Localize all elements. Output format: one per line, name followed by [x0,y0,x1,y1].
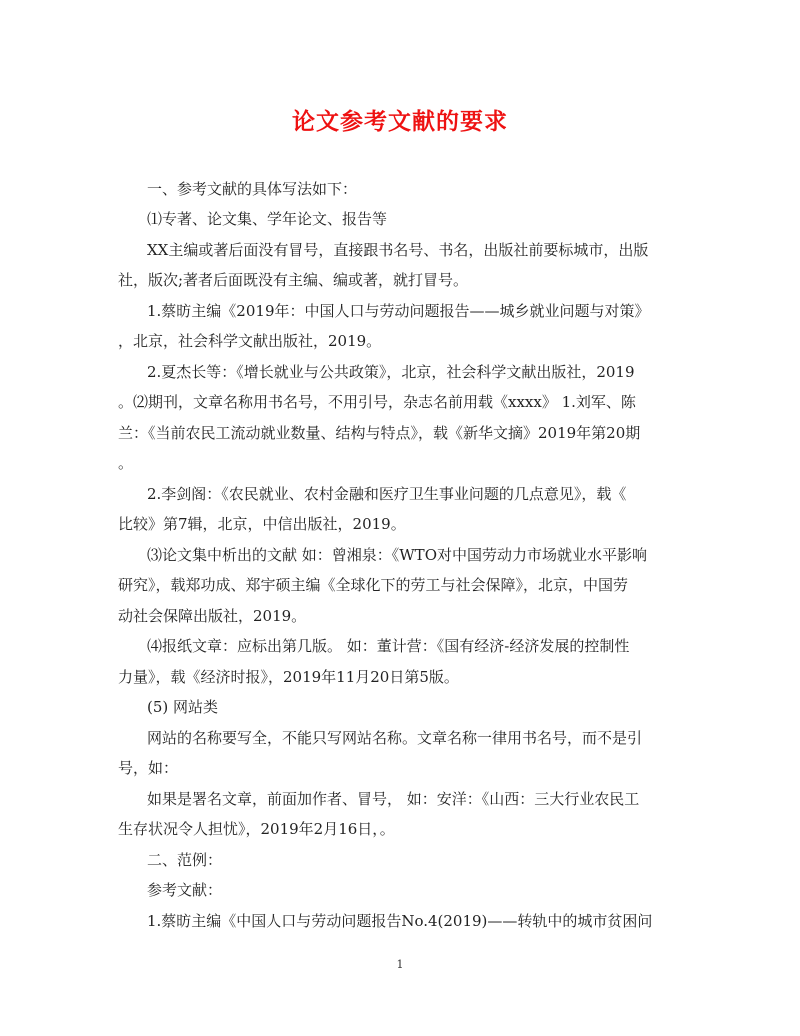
paragraph-line: XX主编或著后面没有冒号，直接跟书名号、书名，出版社前要标城市，出版 [147,241,649,259]
paragraph-line: 动社会保障出版社，2019。 [118,607,307,625]
subsection-heading: (5) 网站类 [147,698,219,716]
paragraph-line: ⑷报纸文章：应标出第几版。 如：董计营：《国有经济-经济发展的控制性 [147,637,630,655]
paragraph-line: 网站的名称要写全，不能只写网站名称。文章名称一律用书名号，而不是引 [147,729,643,747]
paragraph-line: 2.李剑阁：《农民就业、农村金融和医疗卫生事业问题的几点意见》，载《 [147,485,627,503]
document-title: 论文参考文献的要求 [292,109,508,135]
subsection-heading: ⑴专著、论文集、学年论文、报告等 [147,210,388,228]
paragraph-line: 参考文献： [147,881,223,899]
paragraph-line: 力量》，载《经济时报》，2019年11月20日第5版。 [118,668,459,686]
paragraph-line: 号，如： [118,759,179,777]
paragraph-line: 比较》第7辑，北京，中信出版社，2019。 [118,515,406,533]
paragraph-line: ⑶论文集中析出的文献 如：曾湘泉：《WTO对中国劳动力市场就业水平影响 [147,546,647,564]
paragraph-line: 研究》，载郑功成、郑宇硕主编《全球化下的劳工与社会保障》，北京，中国劳 [118,576,629,594]
paragraph-line: ，北京，社会科学文献出版社，2019。 [118,332,382,350]
paragraph-line: 1.蔡昉主编《2019年：中国人口与劳动问题报告——城乡就业问题与对策》 [147,302,650,320]
paragraph-line: 2.夏杰长等：《增长就业与公共政策》，北京，社会科学文献出版社，2019 [147,363,635,381]
page-number: 1 [396,958,404,971]
paragraph-line: 生存状况令人担忧》，2019年2月16日，。 [118,820,395,838]
section-heading-1: 一、参考文献的具体写法如下： [147,180,358,198]
paragraph-line: 社，版次;著者后面既没有主编、编或著，就打冒号。 [118,271,469,289]
paragraph-line: 。 [118,454,134,472]
paragraph-line: 如果是署名文章，前面加作者、冒号， 如：安洋：《山西：三大行业农民工 [147,790,640,808]
paragraph-line: 1.蔡昉主编《中国人口与劳动问题报告No.4(2019)——转轨中的城市贫困问 [147,912,653,930]
section-heading-2: 二、范例： [147,851,223,869]
paragraph-line: 。⑵期刊，文章名称用书名号，不用引号，杂志名前用载《xxxx》 1.刘军、陈 [118,393,636,411]
paragraph-line: 兰：《当前农民工流动就业数量、结构与特点》，载《新华文摘》2019年第20期 [118,424,641,442]
